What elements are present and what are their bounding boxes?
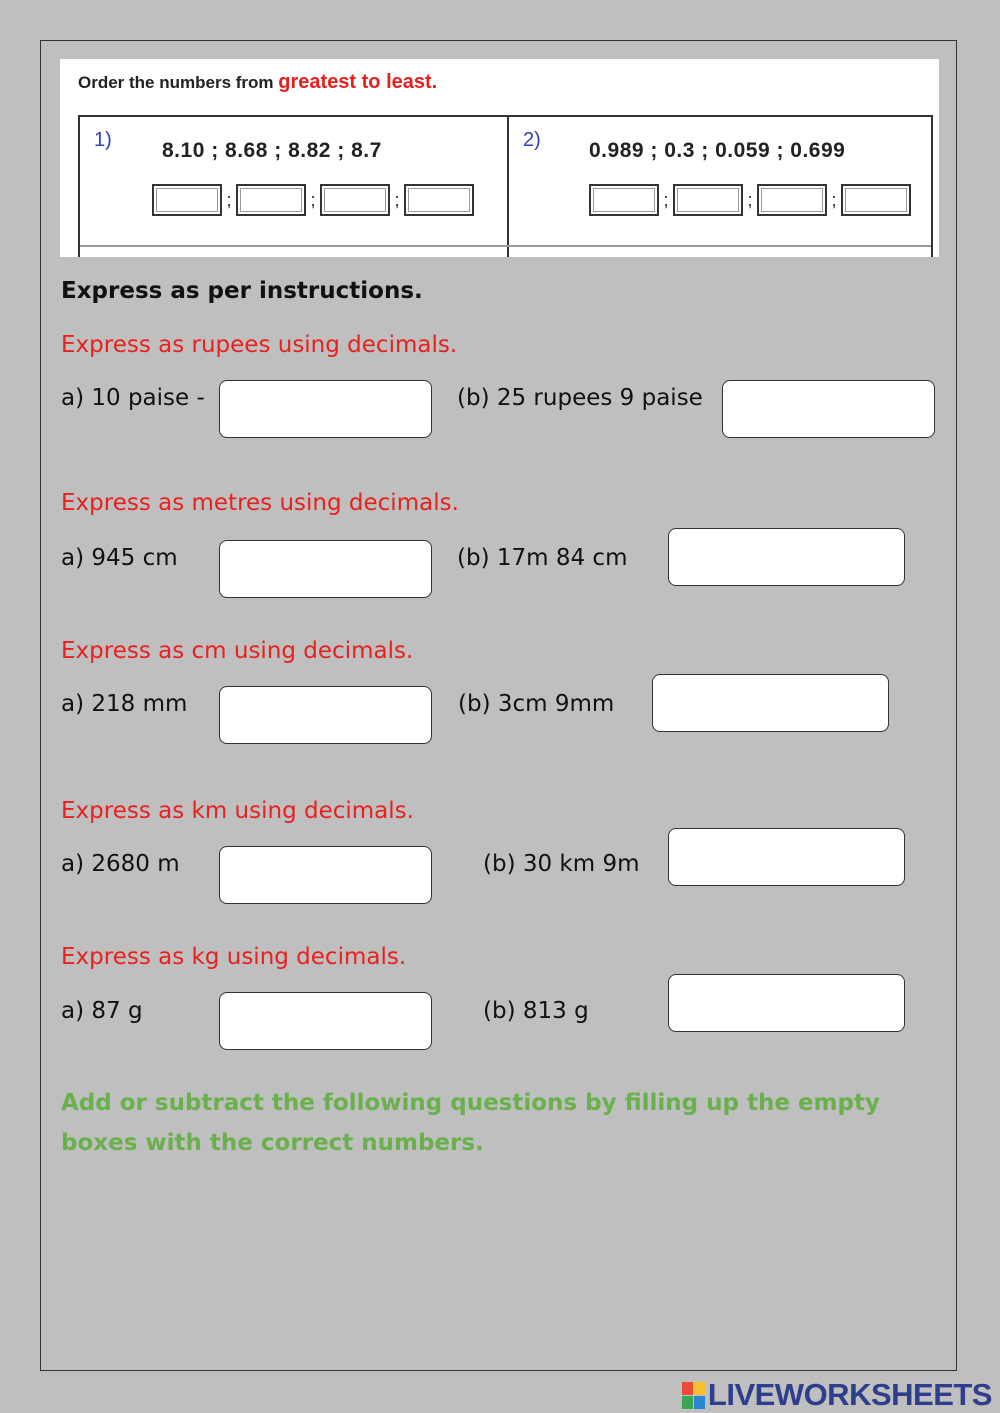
- add-subtract-instruction: Add or subtract the following questions by filling up the empty boxes with the correct numbers.: [61, 1090, 880, 1156]
- answer-box-metres-b[interactable]: [668, 528, 905, 586]
- question-b-label: (b) 30 km 9m: [483, 851, 640, 877]
- order-table: [78, 115, 933, 257]
- answer-slot-2[interactable]: [236, 184, 306, 216]
- instruction-kg: Express as kg using decimals.: [61, 944, 407, 970]
- liveworksheets-logo-icon: [682, 1382, 705, 1409]
- answer-box-cm-a[interactable]: [219, 686, 432, 744]
- separator: ;: [831, 189, 837, 210]
- answer-slot-2[interactable]: [673, 184, 743, 216]
- answer-slot-1[interactable]: [589, 184, 659, 216]
- answer-slots: [589, 184, 911, 216]
- order-question-2: [509, 117, 933, 257]
- order-title: Order the numbers from greatest to least.: [78, 71, 438, 93]
- answer-box-km-a[interactable]: [219, 846, 432, 904]
- order-numbers-panel: [60, 59, 939, 257]
- answer-slot-4[interactable]: [404, 184, 474, 216]
- question-b-label: (b) 3cm 9mm: [458, 691, 615, 717]
- answer-box-kg-a[interactable]: [219, 992, 432, 1050]
- question-a-label: a) 945 cm: [61, 545, 178, 571]
- question-number: 1): [94, 129, 112, 151]
- answer-slot-4[interactable]: [841, 184, 911, 216]
- separator: ;: [310, 189, 316, 210]
- answer-slot-3[interactable]: [320, 184, 390, 216]
- question-a-label: a) 2680 m: [61, 851, 180, 877]
- question-b-label: (b) 17m 84 cm: [457, 545, 628, 571]
- instruction-cm: Express as cm using decimals.: [61, 638, 414, 664]
- answer-slot-1[interactable]: [152, 184, 222, 216]
- instruction-metres: Express as metres using decimals.: [61, 490, 459, 516]
- separator: ;: [663, 189, 669, 210]
- logo-text: LIVEWORKSHEETS: [707, 1377, 992, 1412]
- question-b-label: (b) 813 g: [483, 998, 589, 1024]
- answer-box-rupees-b[interactable]: [722, 380, 935, 438]
- answer-box-kg-b[interactable]: [668, 974, 905, 1032]
- table-divider: [80, 245, 931, 247]
- question-a-label: a) 218 mm: [61, 691, 188, 717]
- order-question-1: [80, 117, 509, 257]
- question-b-label: (b) 25 rupees 9 paise: [457, 385, 703, 411]
- liveworksheets-logo: [682, 1377, 992, 1413]
- answer-box-rupees-a[interactable]: [219, 380, 432, 438]
- instruction-rupees: Express as rupees using decimals.: [61, 332, 458, 358]
- answer-box-km-b[interactable]: [668, 828, 905, 886]
- answer-slot-3[interactable]: [757, 184, 827, 216]
- separator: ;: [747, 189, 753, 210]
- question-a-label: a) 10 paise -: [61, 385, 205, 411]
- answer-box-metres-a[interactable]: [219, 540, 432, 598]
- answer-slots: [152, 184, 474, 216]
- question-a-label: a) 87 g: [61, 998, 143, 1024]
- answer-box-cm-b[interactable]: [652, 674, 889, 732]
- separator: ;: [226, 189, 232, 210]
- separator: ;: [394, 189, 400, 210]
- order-title-highlight: greatest to least.: [278, 71, 438, 93]
- instruction-km: Express as km using decimals.: [61, 798, 414, 824]
- question-number: 2): [523, 129, 541, 151]
- numbers-to-order: 0.989 ; 0.3 ; 0.059 ; 0.699: [589, 139, 846, 162]
- numbers-to-order: 8.10 ; 8.68 ; 8.82 ; 8.7: [162, 139, 382, 162]
- main-heading: Express as per instructions.: [61, 278, 423, 304]
